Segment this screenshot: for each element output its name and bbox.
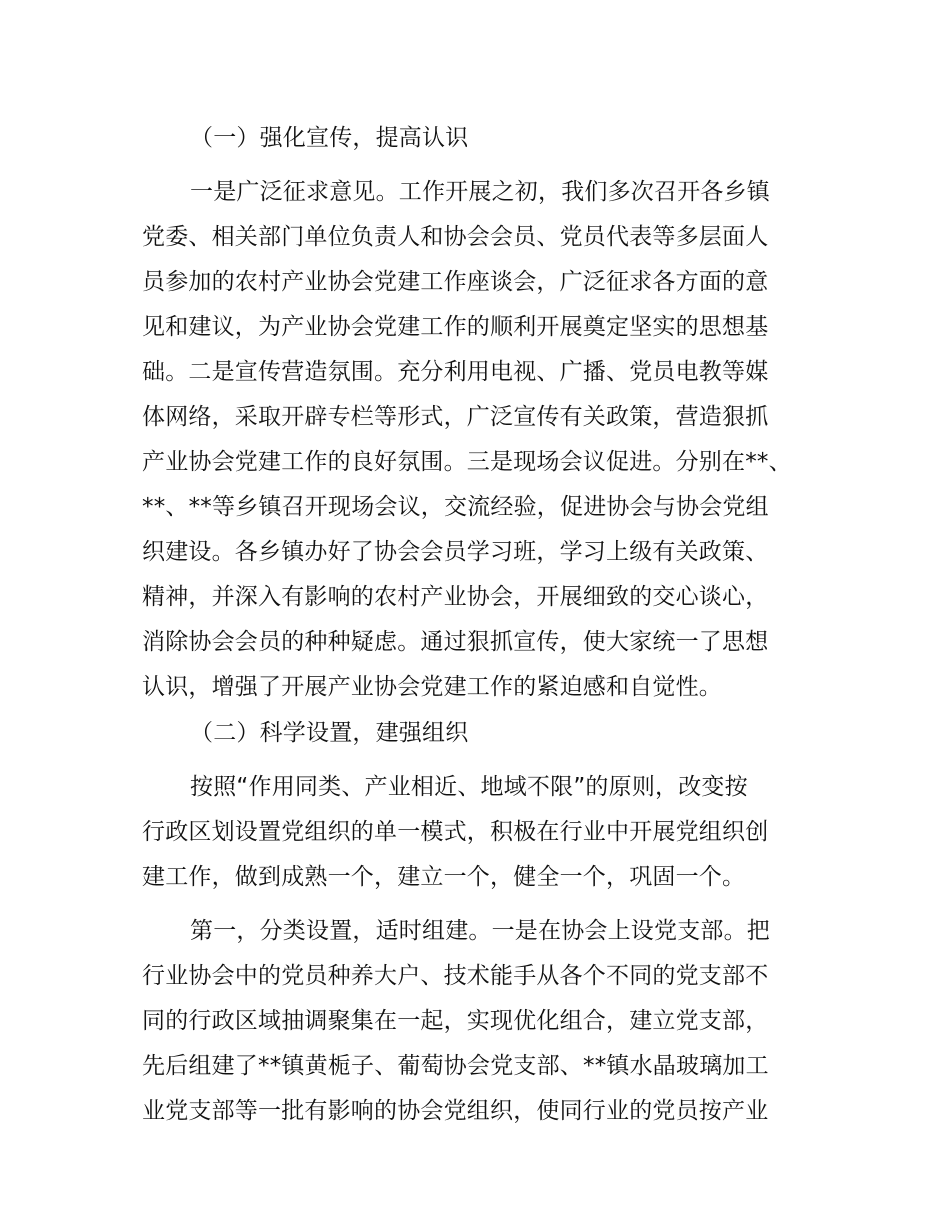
- paragraph-line: 产业协会党建工作的良好氛围。三是现场会议促进。分别在**、: [142, 449, 792, 475]
- paragraph-line: 认识，增强了开展产业协会党建工作的紧迫感和自觉性。: [142, 674, 722, 700]
- paragraph-line: 见和建议，为产业协会党建工作的顺利开展奠定坚实的思想基: [142, 314, 769, 340]
- paragraph-line: **、**等乡镇召开现场会议，交流经验，促进协会与协会党组: [142, 494, 769, 520]
- paragraph-line: 同的行政区域抽调聚集在一起，实现优化组合，建立党支部，: [142, 1008, 769, 1034]
- section-heading-2: （二）科学设置，建强组织: [190, 720, 469, 746]
- paragraph-line: 先后组建了**镇黄栀子、葡萄协会党支部、**镇水晶玻璃加工: [142, 1053, 769, 1079]
- section-heading-1: （一）强化宣传，提高认识: [190, 125, 469, 151]
- paragraph-line: 第一，分类设置，适时组建。一是在协会上设党支部。把: [190, 918, 770, 944]
- paragraph-line: 精神，并深入有影响的农村产业协会，开展细致的交心谈心，: [142, 584, 769, 610]
- paragraph-line: 础。二是宣传营造氛围。充分利用电视、广播、党员电教等媒: [142, 359, 769, 385]
- paragraph-line: 建工作，做到成熟一个，建立一个，健全一个，巩固一个。: [142, 864, 746, 890]
- paragraph-line: 行业协会中的党员种养大户、技术能手从各个不同的党支部不: [142, 963, 769, 989]
- paragraph-line: 体网络，采取开辟专栏等形式，广泛宣传有关政策，营造狠抓: [142, 404, 769, 430]
- paragraph-line: 员参加的农村产业协会党建工作座谈会，广泛征求各方面的意: [142, 269, 769, 295]
- paragraph-line: 党委、相关部门单位负责人和协会会员、党员代表等多层面人: [142, 224, 769, 250]
- paragraph-line: 行政区划设置党组织的单一模式，积极在行业中开展党组织创: [142, 819, 769, 845]
- paragraph-line: 消除协会会员的种种疑虑。通过狠抓宣传，使大家统一了思想: [142, 629, 769, 655]
- paragraph-line: 按照“作用同类、产业相近、地域不限”的原则，改变按: [190, 774, 748, 800]
- paragraph-line: 业党支部等一批有影响的协会党组织，使同行业的党员按产业: [142, 1098, 769, 1124]
- paragraph-line: 织建设。各乡镇办好了协会会员学习班，学习上级有关政策、: [142, 539, 769, 565]
- paragraph-line: 一是广泛征求意见。工作开展之初，我们多次召开各乡镇: [190, 179, 770, 205]
